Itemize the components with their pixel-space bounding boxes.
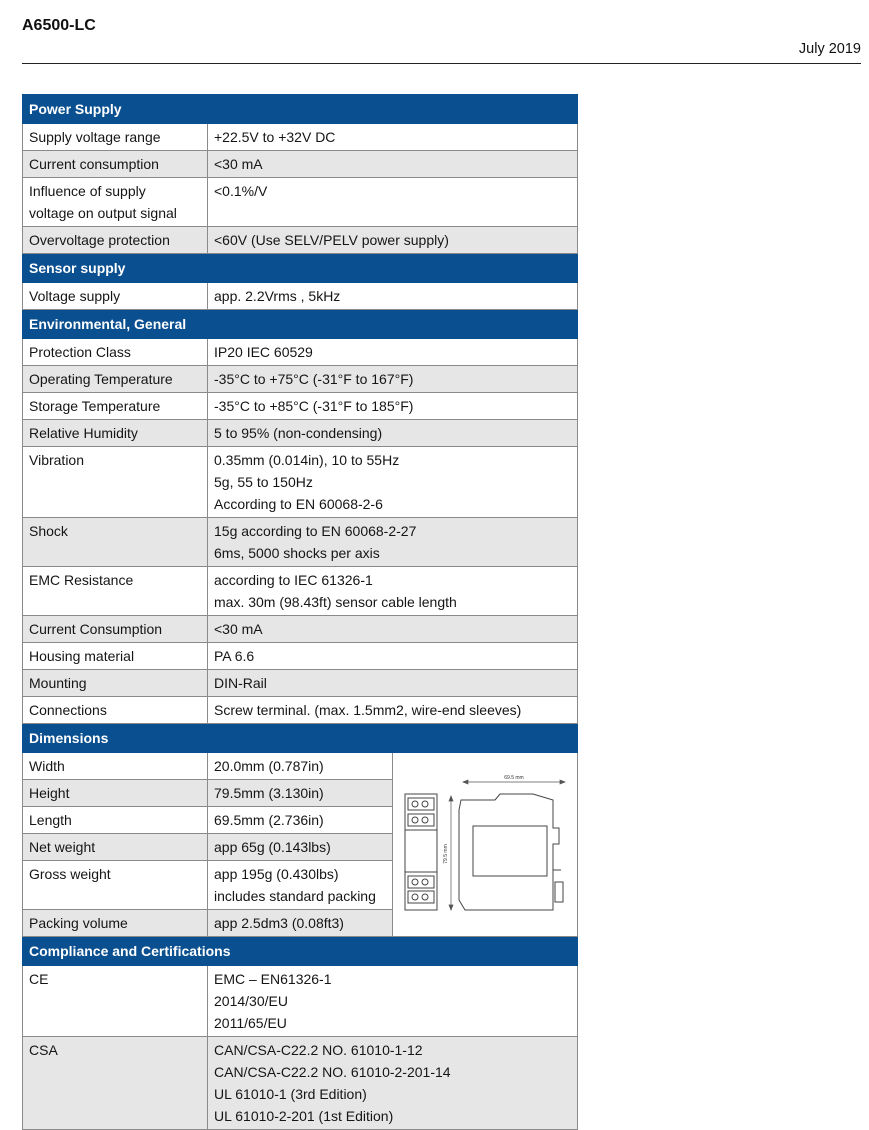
table-row [23,697,578,724]
spec-label [23,178,208,227]
spec-label: Net weight [23,834,208,861]
spec-value-line: EMC – EN61326-1 [214,971,332,987]
spec-value-line: app. 2.2Vrms , 5kHz [214,288,341,304]
spec-value-line: app 195g (0.430lbs) [214,866,339,882]
spec-value-line: DIN-Rail [214,675,267,691]
table-row [23,616,578,643]
spec-value-line: CAN/CSA-C22.2 NO. 61010-1-12 [214,1042,423,1058]
spec-value [208,753,393,780]
document-date: July 2019 [798,41,861,57]
spec-value-line: UL 61010-1 (3rd Edition) [214,1086,367,1102]
spec-label: Current Consumption [23,616,208,643]
table-row [23,393,578,420]
spec-label: Height [23,780,208,807]
spec-value [208,393,578,420]
spec-value [208,834,393,861]
spec-value-line: <0.1%/V [214,183,268,199]
spec-value-line: 2014/30/EU [214,993,288,1009]
spec-label: Housing material [23,643,208,670]
section-title: Compliance and Certifications [23,937,578,966]
spec-value-line: IP20 IEC 60529 [214,344,313,360]
spec-value-line: <30 mA [214,156,263,172]
spec-value-line: -35°C to +75°C (-31°F to 167°F) [214,371,414,387]
section-header-dimensions [23,724,578,753]
table-row [23,178,578,227]
spec-label: Packing volume [23,910,208,937]
table-row [23,966,578,1037]
spec-label: Mounting [23,670,208,697]
table-row [23,567,578,616]
spec-label: Gross weight [23,861,208,910]
spec-value-line: +22.5V to +32V DC [214,129,336,145]
spec-value-line: max. 30m (98.43ft) sensor cable length [214,594,457,610]
spec-value [208,420,578,447]
spec-value [208,780,393,807]
spec-label-line: Influence of supply [29,183,146,199]
spec-value [208,643,578,670]
table-row [23,643,578,670]
section-header-power-supply [23,95,578,124]
table-row [23,447,578,518]
spec-label: Vibration [23,447,208,518]
table-row [23,753,578,780]
spec-value [208,966,578,1037]
spec-value-line: according to IEC 61326-1 [214,572,373,588]
section-header-sensor-supply [23,254,578,283]
spec-label: Operating Temperature [23,366,208,393]
section-title: Power Supply [23,95,578,124]
spec-label: Voltage supply [23,283,208,310]
spec-label: Overvoltage protection [23,227,208,254]
table-row [23,227,578,254]
spec-value-line: 79.5mm (3.130in) [214,785,324,801]
height-dimension-label: 79.5 mm [443,843,449,864]
spec-label: Current consumption [23,151,208,178]
table-row [23,339,578,366]
section-title: Environmental, General [23,310,578,339]
spec-value-line: Screw terminal. (max. 1.5mm2, wire-end sleeves) [214,702,522,718]
spec-label: CSA [23,1037,208,1130]
spec-label: Shock [23,518,208,567]
spec-label: Length [23,807,208,834]
section-title: Dimensions [23,724,578,753]
spec-value-line: 15g according to EN 60068-2-27 [214,523,417,539]
spec-value [208,447,578,518]
spec-value-line: 5g, 55 to 150Hz [214,474,313,490]
table-row [23,151,578,178]
spec-value [208,670,578,697]
section-header-compliance [23,937,578,966]
spec-value-line: PA 6.6 [214,648,255,664]
spec-value [208,1037,578,1130]
spec-value [208,807,393,834]
spec-value-line: 0.35mm (0.014in), 10 to 55Hz [214,452,400,468]
spec-label: Storage Temperature [23,393,208,420]
specifications-table [22,94,578,1130]
section-header-environmental [23,310,578,339]
spec-value-line: 2011/65/EU [214,1015,287,1031]
spec-value-line: 20.0mm (0.787in) [214,758,324,774]
spec-value-line: UL 61010-2-201 (1st Edition) [214,1108,394,1124]
dimension-drawing [395,770,575,920]
spec-value [208,518,578,567]
front-view [405,794,437,910]
spec-value-line: <60V (Use SELV/PELV power supply) [214,232,449,248]
spec-value-line: -35°C to +85°C (-31°F to 185°F) [214,398,414,414]
spec-value [208,616,578,643]
spec-label: Protection Class [23,339,208,366]
spec-label: Width [23,753,208,780]
spec-value-line: app 2.5dm3 (0.08ft3) [214,915,344,931]
spec-value [208,366,578,393]
spec-label: Supply voltage range [23,124,208,151]
table-row [23,283,578,310]
spec-value [208,178,578,227]
table-row [23,124,578,151]
table-row [23,1037,578,1130]
table-row [23,420,578,447]
spec-value-line: 69.5mm (2.736in) [214,812,324,828]
spec-value [208,227,578,254]
length-dimension-label: 69.5 mm [504,774,524,781]
dimension-drawing-cell [393,753,578,937]
header-divider [22,63,861,64]
section-title: Sensor supply [23,254,578,283]
spec-label: CE [23,966,208,1037]
spec-value [208,283,578,310]
spec-label: Connections [23,697,208,724]
spec-label: Relative Humidity [23,420,208,447]
spec-value-line: 6ms, 5000 shocks per axis [214,545,380,561]
spec-value [208,339,578,366]
spec-value [208,861,393,910]
spec-value [208,567,578,616]
side-view [459,794,563,910]
spec-label-line: voltage on output signal [29,205,177,221]
table-row [23,366,578,393]
spec-value-line: 5 to 95% (non-condensing) [214,425,383,441]
spec-value [208,910,393,937]
document-title: A6500-LC [22,17,96,34]
spec-value-line: app 65g (0.143lbs) [214,839,331,855]
spec-label: EMC Resistance [23,567,208,616]
spec-value [208,697,578,724]
spec-value-line: According to EN 60068-2-6 [214,496,383,512]
spec-value-line: <30 mA [214,621,263,637]
table-row [23,518,578,567]
spec-value [208,151,578,178]
spec-value [208,124,578,151]
spec-value-line: CAN/CSA-C22.2 NO. 61010-2-201-14 [214,1064,451,1080]
spec-value-line: includes standard packing [214,888,376,904]
table-row [23,670,578,697]
